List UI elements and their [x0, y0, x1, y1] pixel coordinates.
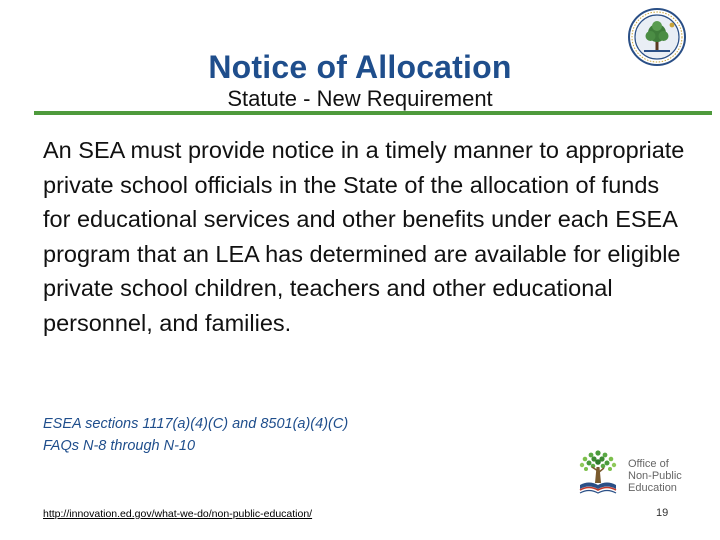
citation-statute: ESEA sections 1117(a)(4)(C) and 8501(a)(4)(C) [43, 416, 349, 432]
citations [43, 413, 543, 457]
office-logo-text [628, 458, 682, 494]
tree-with-book-icon [572, 447, 624, 499]
office-logo-line-3: Education [628, 482, 677, 494]
office-of-non-public-education-logo [572, 447, 702, 499]
slide-title: Notice of Allocation [208, 49, 512, 85]
citation-faqs: FAQs N-8 through N-10 [43, 438, 196, 454]
footer-link[interactable]: http://innovation.ed.gov/what-we-do/non-public-education/ [43, 508, 313, 520]
body-paragraph: An SEA must provide notice in a timely manner to appropriate private school officials in the State of the allocation of funds for educational services and other benefits under each ESEA program that an LEA has determined are available for eligible private school children, teachers and other educational personnel, and families. [43, 137, 685, 336]
title-divider [34, 111, 712, 115]
office-logo-line-1: Office of [628, 458, 669, 470]
office-logo-line-2: Non-Public [628, 470, 682, 482]
slide-subtitle: Statute - New Requirement [227, 86, 493, 111]
page-number: 19 [656, 507, 669, 519]
department-of-education-seal [628, 8, 686, 66]
